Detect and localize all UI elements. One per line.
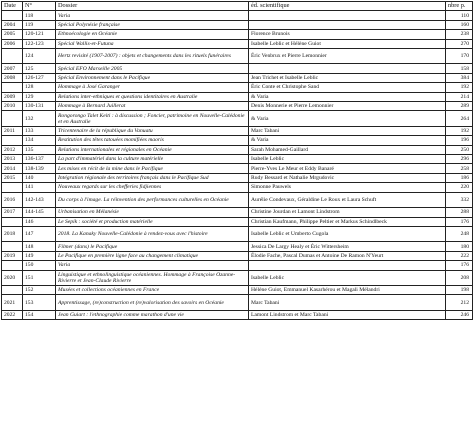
table-row — [2, 111, 473, 127]
cell-dossier: Hommage à Bernard Juillerat — [56, 102, 249, 111]
cell-number: 119 — [23, 20, 56, 29]
cell-number: 152 — [23, 286, 56, 295]
cell-editor: Lamont Lindstrom et Marc Tabani — [249, 310, 446, 319]
cell-number: 148 — [23, 242, 56, 251]
cell-editor: Hélène Guiot, Emmanuel Kasarhérou et Magali Mélandri — [249, 286, 446, 295]
cell-dossier: Relations internationales et régionales en Océanie — [56, 145, 249, 154]
cell-dossier: Filmer (dans) le Pacifique — [56, 242, 249, 251]
cell-pages: 170 — [446, 48, 473, 64]
cell-pages: 158 — [446, 64, 473, 73]
table-row — [2, 261, 473, 270]
cell-dossier: Spécial Polynésie française — [56, 20, 249, 29]
cell-dossier: Linguistique et ethnolinguistique océaniennes. Hommage à Françoise Ozanne-Rivierre et Jean-Claude Rivierre — [56, 270, 249, 286]
cell-year: 2015 — [2, 173, 23, 182]
cell-number: 142-143 — [23, 192, 56, 208]
table-row — [2, 164, 473, 173]
cell-dossier: Tricentenaire de la république du Vanuatu — [56, 126, 249, 135]
cell-dossier: Varia — [56, 261, 249, 270]
cell-pages: 176 — [446, 217, 473, 226]
cell-number: 138-139 — [23, 164, 56, 173]
table-row — [2, 136, 473, 145]
cell-pages: 222 — [446, 251, 473, 260]
cell-editor: Isabelle Leblic — [249, 155, 446, 164]
cell-dossier: Nouveaux regards sur les chefferies fidjiennes — [56, 183, 249, 192]
cell-year: 2008 — [2, 73, 23, 82]
table-row — [2, 183, 473, 192]
cell-number: 146 — [23, 217, 56, 226]
table-row — [2, 192, 473, 208]
cell-pages: 332 — [446, 192, 473, 208]
table-body — [2, 2, 473, 320]
table-row — [2, 295, 473, 311]
table-row — [2, 145, 473, 154]
cell-pages: 264 — [446, 111, 473, 127]
cell-editor: Isabelle Leblic et Umberto Cugola — [249, 226, 446, 242]
cell-year — [2, 217, 23, 226]
cell-editor: Éric Conte et Christophe Sand — [249, 83, 446, 92]
cell-year — [2, 111, 23, 127]
cell-editor — [249, 64, 446, 73]
cell-dossier: Rongorongo Talet Keiti : à discussion ; Foncier, patrimoine en Nouvelle-Calédonie et en Australie — [56, 111, 249, 127]
cell-dossier: Relations inter-ethniques et questions identitaires en Australie — [56, 92, 249, 101]
cell-year: 2017 — [2, 208, 23, 217]
cell-editor: Florence Brunois — [249, 30, 446, 39]
cell-editor: Éric Venbrux et Pierre Lemonnier — [249, 48, 446, 64]
cell-number: 125 — [23, 64, 56, 73]
cell-editor: Christian Kaufmann, Philippe Peltier et Markus Schindlbeck — [249, 217, 446, 226]
table-row — [2, 20, 473, 29]
table-row — [2, 83, 473, 92]
table-row — [2, 208, 473, 217]
cell-pages: 192 — [446, 83, 473, 92]
cell-pages: 110 — [446, 11, 473, 20]
cell-number: 120-121 — [23, 30, 56, 39]
cell-year: 2016 — [2, 192, 23, 208]
cell-editor: Marc Tabani — [249, 295, 446, 311]
header-row — [2, 2, 473, 11]
cell-editor: & Varia — [249, 136, 446, 145]
cell-editor: Élodie Fache, Pascal Dumas et Antoine De Ramon N'Yeurt — [249, 251, 446, 260]
cell-year: 2019 — [2, 251, 23, 260]
cell-year: 2009 — [2, 92, 23, 101]
cell-year: 2013 — [2, 155, 23, 164]
cell-number: 151 — [23, 270, 56, 286]
cell-number: 129 — [23, 92, 56, 101]
cell-pages: 384 — [446, 73, 473, 82]
table-row — [2, 310, 473, 319]
cell-pages: 270 — [446, 39, 473, 48]
cell-editor: Christine Jourdan et Lamont Lindstrom — [249, 208, 446, 217]
cell-pages: 220 — [446, 183, 473, 192]
cell-pages: 186 — [446, 173, 473, 182]
cell-dossier: Apprentissage, (re)construction et (re)valorisation des savoirs en Océanie — [56, 295, 249, 311]
cell-number: 149 — [23, 251, 56, 260]
cell-pages: 258 — [446, 164, 473, 173]
cell-number: 122-123 — [23, 39, 56, 48]
header-date: Date — [2, 2, 23, 11]
cell-number: 134 — [23, 136, 56, 145]
cell-editor: Denis Monnerie et Pierre Lemonnier — [249, 102, 446, 111]
cell-dossier: Jean Guiart : l'ethnographie comme marathon d'une vie — [56, 310, 249, 319]
table-row — [2, 155, 473, 164]
cell-year — [2, 242, 23, 251]
cell-editor — [249, 261, 446, 270]
cell-pages: 160 — [446, 20, 473, 29]
cell-number: 124 — [23, 48, 56, 64]
cell-pages: 208 — [446, 270, 473, 286]
cell-editor: Sarah Mohamed-Gaillard — [249, 145, 446, 154]
cell-year: 2021 — [2, 295, 23, 311]
cell-pages: 246 — [446, 310, 473, 319]
cell-year: 2010 — [2, 102, 23, 111]
cell-pages: 238 — [446, 30, 473, 39]
cell-number: 140 — [23, 173, 56, 182]
cell-pages: 250 — [446, 145, 473, 154]
cell-year: 2004 — [2, 20, 23, 29]
cell-year: 2012 — [2, 145, 23, 154]
cell-dossier: 2018. La Kanaky Nouvelle-Calédonie à rendez-vous avec l'histoire — [56, 226, 249, 242]
cell-number: 128 — [23, 83, 56, 92]
cell-dossier: Ethnoécologie en Océanie — [56, 30, 249, 39]
header-pages: nbre p. — [446, 2, 473, 11]
table-row — [2, 64, 473, 73]
cell-dossier: Intégration régionale des territoires français dans le Pacifique Sud — [56, 173, 249, 182]
cell-year: 2018 — [2, 226, 23, 242]
cell-editor — [249, 11, 446, 20]
table-row — [2, 286, 473, 295]
cell-dossier: Urbanisation en Mélanésie — [56, 208, 249, 217]
cell-dossier: Spécial Environnement dans le Pacifique — [56, 73, 249, 82]
table-row — [2, 30, 473, 39]
cell-dossier: Restitution des têtes tatouées momifiées maoris — [56, 136, 249, 145]
cell-pages: 289 — [446, 102, 473, 111]
cell-editor: Rudy Bessard et Nathalie Mrgudovic — [249, 173, 446, 182]
table-row — [2, 92, 473, 101]
cell-year — [2, 183, 23, 192]
cell-pages: 180 — [446, 242, 473, 251]
cell-dossier: Hommage à José Garanger — [56, 83, 249, 92]
cell-editor: Simonne Pauwels — [249, 183, 446, 192]
cell-number: 132 — [23, 111, 56, 127]
cell-editor: Jean Trichet et Isabelle Leblic — [249, 73, 446, 82]
cell-editor: Isabelle Leblic et Hélène Guiot — [249, 39, 446, 48]
cell-dossier: Les mises en récit de la mine dans le Pacifique — [56, 164, 249, 173]
cell-number: 144-145 — [23, 208, 56, 217]
cell-editor: & Varia — [249, 111, 446, 127]
cell-editor: Isabelle Leblic — [249, 270, 446, 286]
cell-pages: 198 — [446, 286, 473, 295]
cell-pages: 248 — [446, 226, 473, 242]
cell-dossier: Le Sepik : société et production matérielle — [56, 217, 249, 226]
header-dossier: Dossier — [56, 2, 249, 11]
cell-pages: 296 — [446, 155, 473, 164]
cell-editor: Aurélie Condevaux, Géraldine Le Roux et Laura Schuft — [249, 192, 446, 208]
cell-year — [2, 286, 23, 295]
table-row — [2, 217, 473, 226]
cell-dossier: Du corps à l'image. La réinvention des performances culturelles en Océanie — [56, 192, 249, 208]
cell-number: 118 — [23, 11, 56, 20]
cell-editor: Pierre-Yves Le Meur et Eddy Banaré — [249, 164, 446, 173]
cell-dossier: Varia — [56, 11, 249, 20]
cell-dossier: Musées et collections océaniennes en France — [56, 286, 249, 295]
cell-pages: 196 — [446, 136, 473, 145]
header-number: N° — [23, 2, 56, 11]
cell-dossier: Le Pacifique en première ligne face au changement climatique — [56, 251, 249, 260]
cell-year — [2, 11, 23, 20]
table-row — [2, 270, 473, 286]
cell-pages: 214 — [446, 92, 473, 101]
cell-dossier: La part d'immatériel dans la culture matérielle — [56, 155, 249, 164]
cell-pages: 192 — [446, 126, 473, 135]
table-row — [2, 251, 473, 260]
header-editor: éd. scientifique — [249, 2, 446, 11]
cell-year: 2006 — [2, 39, 23, 48]
cell-number: 135 — [23, 145, 56, 154]
table-row — [2, 73, 473, 82]
cell-pages: 288 — [446, 208, 473, 217]
cell-number: 141 — [23, 183, 56, 192]
table-row — [2, 48, 473, 64]
cell-year: 2022 — [2, 310, 23, 319]
cell-number: 136-137 — [23, 155, 56, 164]
cell-year: 2011 — [2, 126, 23, 135]
cell-dossier: Spécial Wallis-et-Futuna — [56, 39, 249, 48]
table-row — [2, 11, 473, 20]
cell-year: 2014 — [2, 164, 23, 173]
cell-pages: 176 — [446, 261, 473, 270]
cell-number: 154 — [23, 310, 56, 319]
cell-year: 2020 — [2, 270, 23, 286]
cell-dossier: Spécial EFO Marseille 2005 — [56, 64, 249, 73]
cell-number: 130-131 — [23, 102, 56, 111]
table-row — [2, 126, 473, 135]
cell-editor: & Varia — [249, 92, 446, 101]
table-row — [2, 226, 473, 242]
journal-issues-table — [1, 1, 473, 320]
cell-pages: 212 — [446, 295, 473, 311]
cell-year — [2, 261, 23, 270]
cell-editor — [249, 20, 446, 29]
table-row — [2, 102, 473, 111]
cell-year — [2, 83, 23, 92]
cell-number: 150 — [23, 261, 56, 270]
cell-dossier: Hertz revisité (1907-2007) : objets et changements dans les rituels funéraires — [56, 48, 249, 64]
cell-year — [2, 48, 23, 64]
cell-editor: Jessica De Largy Healy et Éric Wittersheim — [249, 242, 446, 251]
cell-number: 147 — [23, 226, 56, 242]
cell-editor: Marc Tabani — [249, 126, 446, 135]
cell-year — [2, 136, 23, 145]
table-row — [2, 39, 473, 48]
cell-year: 2005 — [2, 30, 23, 39]
cell-year: 2007 — [2, 64, 23, 73]
table-row — [2, 242, 473, 251]
cell-number: 133 — [23, 126, 56, 135]
table-row — [2, 173, 473, 182]
cell-number: 126-127 — [23, 73, 56, 82]
cell-number: 153 — [23, 295, 56, 311]
